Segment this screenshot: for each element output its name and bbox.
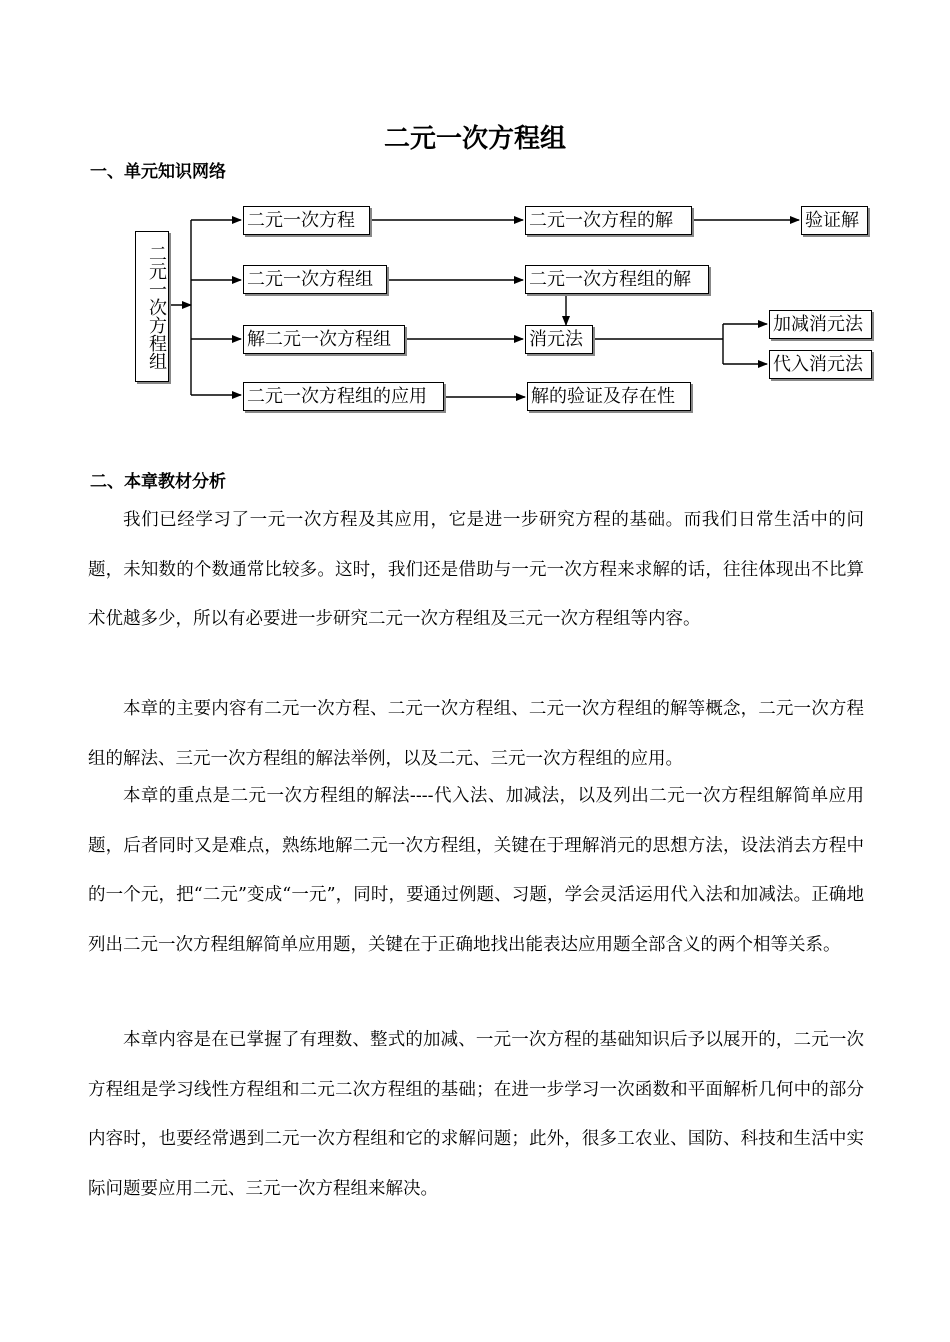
knowledge-network-diagram bbox=[0, 190, 950, 430]
node-system-application: 二元一次方程组的应用 bbox=[243, 382, 444, 411]
paragraph-1: 我们已经学习了一元一次方程及其应用，它是进一步研究方程的基础。而我们日常生活中的问题，未知数的个数通常比较多。这时，我们还是借助与一元一次方程来求解的话，往往体现出不比算术优越多少，所以有必要进一步研究二元一次方程组及三元一次方程组等内容。 bbox=[88, 510, 864, 629]
node-solution-check-existence: 解的验证及存在性 bbox=[527, 382, 691, 411]
node-substitution-elimination: 代入消元法 bbox=[769, 350, 872, 379]
node-verify-solution: 验证解 bbox=[801, 206, 868, 235]
section-heading-textbook-analysis: 二、本章教材分析 bbox=[90, 472, 226, 492]
node-solve-system: 解二元一次方程组 bbox=[243, 325, 405, 354]
node-linear-equation: 二元一次方程 bbox=[243, 206, 370, 235]
node-equation-system: 二元一次方程组 bbox=[243, 265, 387, 294]
node-system-solution: 二元一次方程组的解 bbox=[525, 265, 709, 294]
node-equation-solution: 二元一次方程的解 bbox=[525, 206, 692, 235]
section-heading-knowledge-network: 一、单元知识网络 bbox=[90, 162, 226, 182]
paragraph-2: 本章的主要内容有二元一次方程、二元一次方程组、二元一次方程组的解等概念，二元一次方程组的解法、三元一次方程组的解法举例，以及二元、三元一次方程组的应用。 bbox=[88, 699, 864, 769]
diagram-root-node: 二元一次方程组 bbox=[135, 231, 169, 382]
node-elimination-method: 消元法 bbox=[525, 325, 593, 354]
node-add-subtract-elimination: 加减消元法 bbox=[769, 310, 872, 339]
paragraph-4: 本章内容是在已掌握了有理数、整式的加减、一元一次方程的基础知识后予以展开的，二元一次方程组是学习线性方程组和二元二次方程组的基础；在进一步学习一次函数和平面解析几何中的部分内容时，也要经常遇到二元一次方程组和它的求解问题；此外，很多工农业、国防、科技和生活中实际问题要应用二元、三元一次方程组来解决。 bbox=[88, 1030, 864, 1199]
page-title: 二元一次方程组 bbox=[383, 124, 566, 154]
paragraph-3: 本章的重点是二元一次方程组的解法----代入法、加减法，以及列出二元一次方程组解简单应用题，后者同时又是难点，熟练地解二元一次方程组，关键在于理解消元的思想方法，设法消去方程中的一个元，把“二元”变成“一元”，同时，要通过例题、习题，学会灵活运用代入法和加减法。正确地列出二元一次方程组解简单应用题，关键在于正确地找出能表达应用题全部含义的两个相等关系。 bbox=[88, 786, 864, 955]
